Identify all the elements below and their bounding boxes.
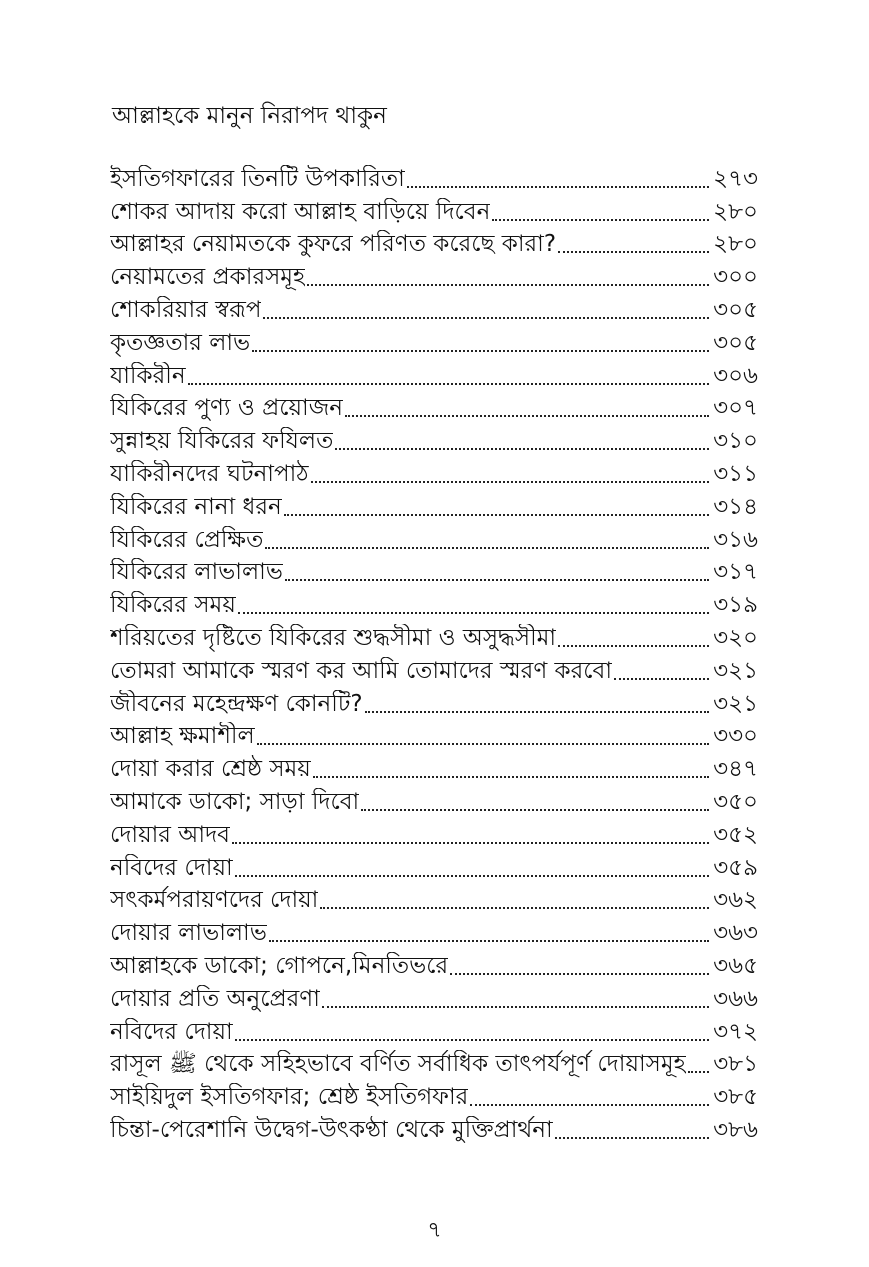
toc-entry-page: ৩৬৬ — [713, 985, 758, 1012]
dot-leader — [235, 875, 709, 877]
toc-entry-title: সুন্নাহয় যিকিরের ফযিলত — [110, 428, 334, 455]
dot-leader — [322, 1006, 709, 1008]
toc-entry — [110, 390, 758, 423]
toc-entry-page: ৩৫০ — [713, 788, 758, 815]
toc-entry — [110, 882, 758, 915]
toc-entry-title: নবিদের দোয়া — [110, 1018, 233, 1045]
dot-leader — [470, 1104, 709, 1106]
toc-entry-page: ৩১০ — [713, 428, 758, 455]
toc-entry — [110, 1111, 758, 1144]
toc-entry — [110, 783, 758, 816]
dot-leader — [188, 383, 710, 385]
dot-leader — [269, 940, 709, 942]
toc-entry-title: চিন্তা-পেরেশানি উদ্বেগ-উৎকণ্ঠা থেকে মুক্তিপ্রার্থনা — [110, 1116, 553, 1143]
toc-entry — [110, 324, 758, 357]
toc-entry-title: নেয়ামতের প্রকারসমূহ — [110, 264, 306, 291]
toc-entry-title: জীবনের মহেন্দ্রক্ষণ কোনটি? — [110, 690, 363, 717]
toc-entry — [110, 258, 758, 291]
toc-entry-page: ৩০৭ — [713, 395, 758, 422]
toc-entry — [110, 586, 758, 619]
dot-leader — [614, 678, 709, 680]
toc-entry-title: নবিদের দোয়া — [110, 854, 233, 881]
dot-leader — [238, 612, 709, 614]
toc-entry — [110, 947, 758, 980]
dot-leader — [265, 547, 709, 549]
dot-leader — [263, 317, 709, 319]
toc-entry — [110, 521, 758, 554]
toc-entry-page: ৩২১ — [713, 690, 758, 717]
toc-entry-title: আল্লাহর নেয়ামতকে কুফরে পরিণত করেছে কারা? — [110, 231, 557, 258]
toc-entry-title: যিকিরের প্রেক্ষিত — [110, 526, 264, 553]
toc-entry-title: রাসূল ﷺ থেকে সহিহভাবে বর্ণিত সর্বাধিক তাৎপর্যপূর্ণ দোয়াসমূহ — [110, 1051, 686, 1078]
toc-entry-page: ৩৬৩ — [713, 920, 758, 947]
dot-leader — [365, 711, 710, 713]
toc-entry — [110, 816, 758, 849]
toc-entry-title: দোয়ার প্রতি অনুপ্রেরণা — [110, 985, 320, 1012]
toc-entry-title: সৎকর্মপরায়ণদের দোয়া — [110, 887, 319, 914]
dot-leader — [492, 219, 709, 221]
toc-entry-title: সাইয়িদুল ইসতিগফার; শ্রেষ্ঠ ইসতিগফার — [110, 1084, 469, 1111]
dot-leader — [285, 579, 709, 581]
toc-entry-title: যাকিরীনদের ঘটনাপাঠ — [110, 460, 309, 487]
toc-entry-title: আমাকে ডাকো; সাড়া দিবো — [110, 788, 360, 815]
dot-leader — [558, 251, 709, 253]
dot-leader — [450, 973, 709, 975]
toc-entry-page: ২৮০ — [713, 231, 758, 258]
dot-leader — [313, 776, 709, 778]
dot-leader — [345, 415, 709, 417]
toc-entry — [110, 914, 758, 947]
toc-entry-title: যিকিরের লাভালাভ — [110, 559, 283, 586]
dot-leader — [335, 448, 709, 450]
dot-leader — [307, 284, 709, 286]
dot-leader — [232, 842, 709, 844]
page-number: ৭ — [427, 1218, 442, 1243]
dot-leader — [558, 645, 709, 647]
toc-entry-page: ৩১৭ — [713, 559, 758, 586]
dot-leader — [688, 1071, 709, 1073]
toc-entry-title: দোয়ার লাভালাভ — [110, 920, 267, 947]
dot-leader — [284, 514, 709, 516]
toc-entry — [110, 849, 758, 882]
toc-entry-title: যাকিরীন — [110, 362, 186, 389]
toc-entry — [110, 1078, 758, 1111]
running-header: আল্লাহকে মানুন নিরাপদ থাকুন — [112, 103, 387, 129]
toc-entry-page: ৩৮১ — [713, 1051, 758, 1078]
toc-entry-page: ৩১৯ — [713, 592, 758, 619]
toc-entry — [110, 652, 758, 685]
toc-entry-page: ৩১৬ — [713, 526, 758, 553]
toc-entry-title: আল্লাহকে ডাকো; গোপনে,মিনতিভরে — [110, 952, 449, 979]
toc-entry-title: দোয়া করার শ্রেষ্ঠ সময় — [110, 756, 311, 783]
toc-entry-page: ৩০৬ — [713, 362, 758, 389]
dot-leader — [257, 743, 709, 745]
toc-entry-title: যিকিরের সময় — [110, 592, 236, 619]
toc-entry — [110, 1046, 758, 1079]
toc-entry-page: ৩০০ — [713, 264, 758, 291]
dot-leader — [320, 907, 709, 909]
toc-entry-page: ৩৫২ — [713, 821, 758, 848]
toc-entry — [110, 226, 758, 259]
toc-entry — [110, 160, 758, 193]
toc-entry — [110, 488, 758, 521]
toc-entry-page: ৩৮৫ — [713, 1084, 758, 1111]
toc-entry-page: ৩২১ — [713, 657, 758, 684]
toc-entry-title: তোমরা আমাকে স্মরণ কর আমি তোমাদের স্মরণ করবো — [110, 657, 612, 684]
toc-entry-page: ৩৪৭ — [713, 756, 758, 783]
toc-entry-page: ৩৬২ — [713, 887, 758, 914]
toc-entry-page: ২৮০ — [713, 198, 758, 225]
toc-entry-title: শোকরিয়ার স্বরূপ — [110, 296, 262, 323]
dot-leader — [361, 809, 709, 811]
toc-entry-title: শোকর আদায় করো আল্লাহ বাড়িয়ে দিবেন — [110, 198, 491, 225]
toc-entry — [110, 193, 758, 226]
dot-leader — [252, 350, 709, 352]
table-of-contents — [110, 160, 758, 1144]
toc-entry — [110, 455, 758, 488]
toc-entry-title: দোয়ার আদব — [110, 821, 230, 848]
toc-entry-title: যিকিরের নানা ধরন — [110, 493, 282, 520]
toc-entry-page: ৩০৫ — [713, 296, 758, 323]
toc-entry — [110, 980, 758, 1013]
toc-entry-title: কৃতজ্ঞতার লাভ — [110, 329, 251, 356]
toc-entry — [110, 718, 758, 751]
toc-entry-title: যিকিরের পুণ্য ও প্রয়োজন — [110, 395, 344, 422]
toc-entry-page: ৩২০ — [713, 624, 758, 651]
toc-entry-title: আল্লাহ ক্ষমাশীল — [110, 723, 255, 750]
toc-entry-title: শরিয়তের দৃষ্টিতে যিকিরের শুদ্ধসীমা ও অসুদ্ধসীমা — [110, 624, 557, 651]
dot-leader — [311, 481, 710, 483]
toc-entry-page: ৩০৫ — [713, 329, 758, 356]
toc-entry-page: ৩৭২ — [713, 1018, 758, 1045]
toc-entry — [110, 685, 758, 718]
dot-leader — [235, 1039, 709, 1041]
toc-entry-page: ৩১৪ — [713, 493, 758, 520]
toc-entry — [110, 357, 758, 390]
toc-entry-title: ইসতিগফারের তিনটি উপকারিতা — [110, 165, 405, 192]
toc-entry — [110, 750, 758, 783]
toc-entry — [110, 554, 758, 587]
toc-entry — [110, 619, 758, 652]
toc-entry — [110, 1013, 758, 1046]
toc-entry-page: ৩৫৯ — [713, 854, 758, 881]
toc-entry-page: ৩৬৫ — [713, 952, 758, 979]
toc-entry — [110, 422, 758, 455]
toc-entry — [110, 291, 758, 324]
dot-leader — [555, 1137, 709, 1139]
dot-leader — [407, 186, 709, 188]
toc-entry-page: ৩১১ — [713, 460, 758, 487]
toc-entry-page: ৩৮৬ — [713, 1116, 758, 1143]
toc-entry-page: ৩৩০ — [713, 723, 758, 750]
toc-entry-page: ২৭৩ — [713, 165, 758, 192]
